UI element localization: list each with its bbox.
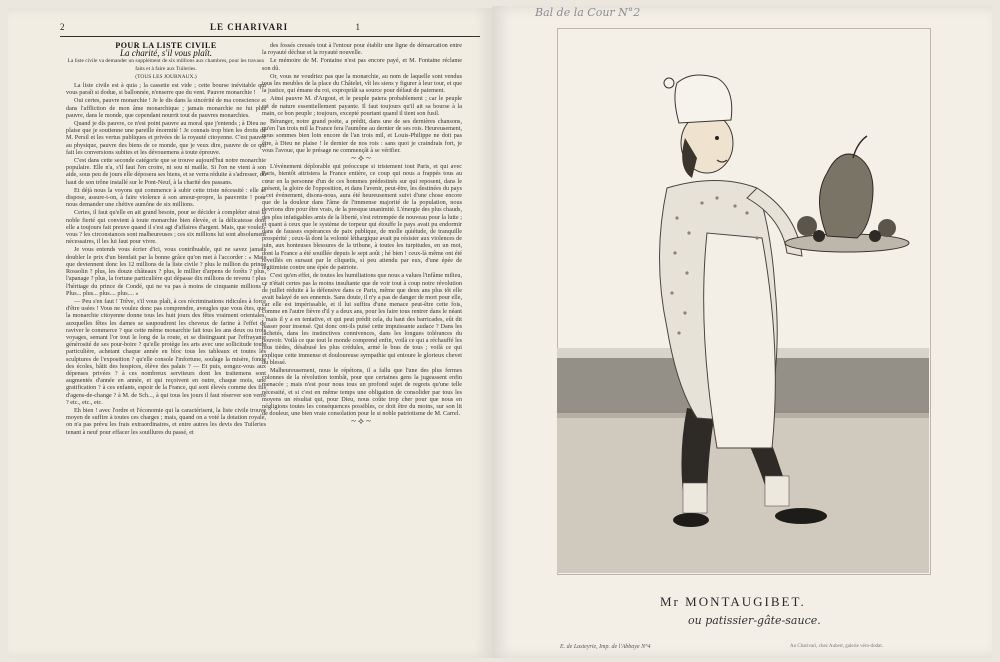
left-shoe: [673, 513, 709, 527]
caption-subtitle: ou patissier-gâte-sauce.: [688, 614, 821, 627]
paragraph: Ainsi pauvre M. d'Argout, et le peuple paiera probablement ; car le peuple est de nature essentiellement payante. Il faut toujours qu'il ait sa bourse à la main, ce bon peuple ; toujours, excepté pourtant quand il tient son fusil.: [262, 95, 462, 117]
pie-stem: [853, 136, 867, 158]
text-column-2: [262, 42, 462, 427]
newspaper-title: LE CHARIVARI: [210, 22, 289, 32]
paragraph: La liste civile est à quia ; la cassette est vide ; cette bourse inévitable qui vous paraît si dodue, si ballonnée, n'enserre que du vent. Pauvre monarchie !: [66, 82, 266, 97]
ornament-divider: ~⟡~: [351, 153, 373, 164]
paragraph: Le mémoire de M. Fontaine n'est pas encore payé, et M. Fontaine réclame son dû.: [262, 57, 462, 72]
paragraph: Béranger, notre grand poète, a prédit, dans une de ses dernières chansons, qu'en l'an trois mil la France fera l'aumône au dernier de ses rois. Heureusement, nous sommes bien loin encore de l'an trois mil, et Louis-Philippe ne doit pas être, à Dieu ne plaise ! le dernier de nos rois : sans quoi je craindrais fort, je vous l'avoue, que le présage ne commençât à se vérifier.: [262, 118, 462, 154]
paragraph: Eh bien ! avec l'ordre et l'économie qui la caractérisent, la liste civile trouve moyen de suffire à toutes ces charges ; mais, quand on a voté la dotation royale, on n'a pas prévu les frais extraordinaires, et entre autres les devis des Tuileries tenant à neuf pour effacer les souillures du passé, et: [66, 406, 266, 436]
masthead: [60, 22, 480, 37]
hat-tip: [664, 78, 674, 88]
paragraph: des fossés creusés tout à l'entour pour établir une ligne de démarcation entre la royauté déchue et la royauté nouvelle.: [262, 42, 462, 57]
paragraph: C'est dans cette seconde catégorie que se trouve aujourd'hui notre monarchie populaire. Elle n'a, s'il faut l'en croire, ni sou ni maille. Si l'on ne vient à son aide, sous peu de jours elle déposera ses biens, et se verra réduite à s'adresser, du haut de son trône installé sur le Pont-Neuf, à la charité des passans.: [66, 157, 266, 186]
ornament-divider-end: ~⟡~: [351, 416, 373, 427]
publisher-credit: Au Charivari, chez Aubert, galerie véro-dodat.: [790, 644, 884, 649]
left-page-number: 2: [60, 22, 65, 32]
paragraph: C'est qu'en effet, de toutes les humiliations que nous a values l'infâme milieu, ce n'était certes pas la moins insultante que de voir tout à coup notre révolution de juillet réduite à la défensive dans ce Paris, même que deux ans plus tôt elle avait balayé de ses ennemis. Sans doute, il n'y a pas de danger de mort pour elle, car elle est impérissable, et il lui suffira d'une menace peut-être cette fois, comme en l'autre fièvre d'il y a deux ans, pour les faire tous rentrer dans le néant ; mais il y a en tentative, et qui peut prédit cela, du haut des barricades, eût dit passer pour insensé. Qui donc ont-ils puisé cette impuissante audace ? Dans les lâchetés, dans les instinctives connivences, dans les longues tolérances du pouvoir. Voilà ce que tout le monde comprend enfin, voilà ce qui a réchauffé les plus tièdes, désabusé les plus crédules, armé le bras de tous ; voilà ce qui explique cette immense et douloureuse sympathie qui entoure le glorieux chevet du blessé.: [262, 272, 462, 366]
garnish-dark-2: [869, 230, 881, 242]
epigraph: La liste civile va demander un supplément de six millions aux chambres, pour les travaux faits et à faire aux Tuileries.: [67, 58, 265, 72]
pear-pie: [820, 154, 874, 238]
section-subtitle: La charité, s'il vous plaît.: [120, 48, 212, 59]
chef-hat: [675, 75, 732, 123]
handwritten-note: Bal de la Cour N°2: [535, 6, 641, 19]
paragraph: Et déjà nous la voyons qui commence à subir cette triste nécessité : elle se dispose, assure-t-on, à faire violence à son amour-propre, la pauvrette ! pour nous demander une chétive aumône de six millions.: [66, 186, 266, 209]
right-stocking: [765, 476, 789, 506]
garnish-dark: [813, 230, 825, 242]
printer-credit: E. de Lasteyrie, Imp. de l'Abbaye N°4: [560, 644, 651, 650]
left-stocking: [683, 483, 707, 513]
section-title: POUR LA LISTE CIVILE: [115, 41, 217, 50]
paragraph: Malheureusement, nous le répétons, il a fallu que l'une des plus fermes colonnes de la révolution tombât, pour que certaines gens la jugeassent enfin menacée ; mais n'est pour nous tous un profond sujet de regrets qu'une telle nécessité, et si c'est en même temps une obligation de consolider par tous les moyens un résultat qui, pour Dieu, nous coûte trop cher pour que nous en négligions toutes les conséquences possibles, ce doit être du moins, sur son lit de douleur, une bien vraie consolation pour le si noble patriotisme de M. Carrel.: [262, 366, 462, 418]
paragraph: L'événement déplorable qui préoccupe si tristement tout Paris, et qui avec Paris, bientôt attristera la France entière, ce coup qui nous a frappés tous au cœur en la personne d'un de ces hommes prédestinés sur qui reposent, dans le présent, la gloire de l'opposition, et dans l'avenir, peut-être, les destinées du pays ; cet événement, disons-nous, aura été heureusement suivi d'une chose encore que de la douleur dans l'âme de l'immense majorité de la population, nous devrions dire pour être vrais, de la presque unanimité. L'énergie des plus chauds, des plus infatigables amis de la liberté, s'est retrempée de nouveau pour la lutte ; et quant à ceux que le système de torpeur qui étouffe le pays avait pu endormir dans de fausses espérances de paix publique, de molle quiétude, de tranquille prospérité ; ceux-là dont la volonté léthargique avait pu résister aux violences de juin, aux honteuses blessures de la tribune, à toutes les turpitudes, en un mot, dont la France a été souillée depuis le sept août ; hé bien ! ceux-là même ont été réveillés en sursaut par le cliquetis, si peu attendu par eux, d'une épée de légitimiste contre une épée de patriote.: [262, 163, 462, 272]
caricature-illustration: [557, 28, 929, 573]
paragraph: Oui certes, pauvre monarchie ! Je le dis dans la sincérité de ma conscience et dans l'affliction de mon âme monarchique ; jamais monarchie ne fut plus pauvre, dans le monde, que cependant nourrit tout de pauvres monarchies.: [66, 97, 266, 119]
epigraph-source: (TOUS LES JOURNAUX.): [135, 73, 197, 80]
apron: [704, 233, 776, 448]
paragraph: Je vous entends vous écrier d'ici, vous contribuable, qui ne savez jamais doubler le prix d'un bienfait par la bonne grâce qu'on met à l'accorder : « Mais que deviennent donc les 12 millions de la liste civile ? plus le million du prince Rossolin ? plus, les douze châteaux ? plus, le millier d'arpens de forêts ? plus, l'apanage ? plus, la fortune particulière qui dépasse dix millions de revenu ! plus l'héritage du prince de Condé, qui ne va pas à moins de cinquante millions ? Plus... plus... plus.... plus.... »: [66, 246, 266, 297]
paragraph: Or, vous ne voudriez pas que la monarchie, au nom de laquelle sont vendus tous les meubles de la place du Châtelet, vît les siens y figurer à leur tour, et que la justice, qui émane du roi, expropriât sa source pour défaut de paiement.: [262, 72, 462, 95]
eye: [715, 136, 719, 140]
paragraph: — Peu s'en faut ! Trêve, s'il vous plaît, à ces récriminations ridicules à force d'être usées ! Vous ne voulez donc pas comprendre, aveugles que vous êtes, que la monarchie citoyenne donne tous les huit jours des fêtes vraiment orientales, auxquelles fêtes les dames se saupoudrent les cheveux de farine à l'effet de raviver le commerce ? que cette même monarchie fait tous les ans deux ou trois voyages, semant l'or tout le long de la route, et se distinguant par l'effrayante générosité de ses pour-boire ? qu'elle protège les arts avec une sollicitude toute particulière, achetant chaque année en bloc tous les tableaux et toutes les sculptures de l'exposition ? qu'elle console l'infortune, soulage la misère, fonde des écoles, bâtit des hospices, élève des palais ? — Et puis, songez-vous aux dépenses privées ? à ces nombreux serviteurs dont les traitemens sont augmentés d'année en année, et qui reçoivent en outre, chaque mois, une gratification ? à ces enfants, espoir de la France, qui sont élevés comme des fils d'agens-de-change ? à M. de Sch..., à qui tous les jours il faut réserver son verre ? etc., etc., etc.: [66, 297, 266, 406]
paragraph: Quand je dis pauvre, ce n'est point pauvre au moral que j'entends ; à Dieu ne plaise que je soutienne une pareille énormité ! Je connais trop bien les droits de M. Persil et les vertus publiques et privées de la royauté citoyenne. C'est pauvre au physique, pauvre des biens de ce monde, que je veux dire, pauvre de ce qui fait les conversions subites et les dévouemens à toute épreuve.: [66, 120, 266, 156]
caption-name: Mr MONTAUGIBET.: [660, 594, 806, 609]
right-shoe: [775, 508, 827, 524]
paragraph: Certes, il faut qu'elle en ait grand besoin, pour se décider à compléter ainsi la noble fierté qui convient à toute monarchie bien élevée, et la délicatesse dont elle a toujours fait preuve quand il s'est agi d'affaires d'argent. Mais, que voulez-vous ? les circonstances sont malheureuses ; ces six millions lui sont absolument nécessaires, il les lui faut pour vivre.: [66, 209, 266, 246]
text-column-1: [66, 42, 266, 437]
right-page-number: 1: [355, 22, 360, 32]
